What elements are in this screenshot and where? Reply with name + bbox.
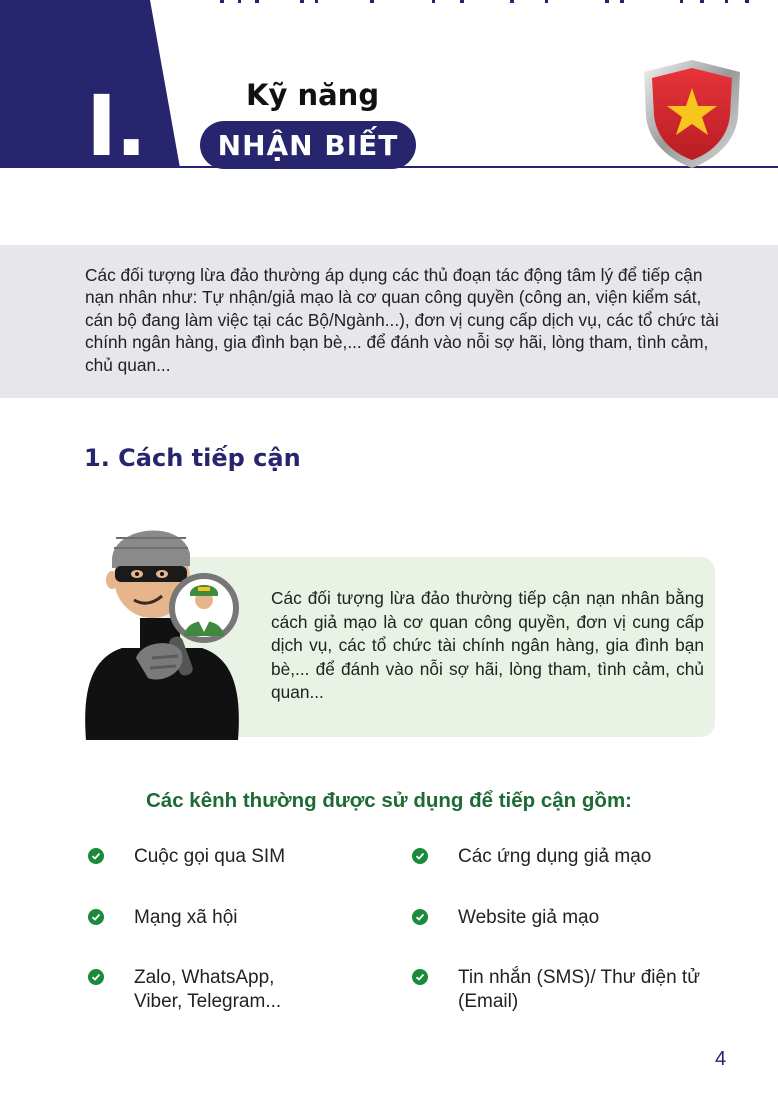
channel-label: Các ứng dụng giả mạo	[458, 846, 652, 867]
scammer-illustration	[82, 508, 250, 740]
shield-star-icon	[640, 58, 744, 170]
title-pill	[200, 121, 416, 169]
info-box-text: Các đối tượng lừa đảo thường tiếp cận nạn nhân bằng cách giả mạo là cơ quan công quyền, đơn vị cung cấp dịch vụ, các tổ chức tài chính ngân hàng, gia đình bạn bè,... để đánh vào nỗi sợ hãi, lòng tham, tình cảm, chủ quan...	[271, 588, 704, 702]
channel-item	[88, 966, 324, 1014]
check-circle-icon	[412, 909, 428, 925]
channel-item	[412, 845, 698, 869]
check-circle-icon	[88, 848, 104, 864]
channel-label: Website giả mạo	[458, 907, 600, 928]
page-title: Kỹ năng	[246, 78, 380, 112]
channels-heading: Các kênh thường được sử dụng để tiếp cận gồm:	[146, 789, 632, 812]
decorative-dots	[210, 0, 770, 6]
channel-label: Mạng xã hội	[134, 907, 238, 928]
channel-item	[88, 906, 374, 930]
page-number: 4	[715, 1048, 727, 1070]
section-number: I.	[86, 77, 146, 175]
channel-item	[412, 906, 698, 930]
check-circle-icon	[88, 969, 104, 985]
check-circle-icon	[412, 848, 428, 864]
channel-label: Cuộc gọi qua SIM	[134, 846, 286, 867]
check-circle-icon	[88, 909, 104, 925]
title-pill-label: NHẬN BIẾT	[217, 128, 399, 162]
section-heading: 1. Cách tiếp cận	[84, 444, 301, 472]
channel-label: Tin nhắn (SMS)/ Thư điện tử (Email)	[458, 967, 700, 1012]
check-circle-icon	[412, 969, 428, 985]
channel-item	[412, 966, 708, 1014]
channel-item	[88, 845, 374, 869]
channel-label: Zalo, WhatsApp, Viber, Telegram...	[134, 967, 282, 1012]
intro-paragraph: Các đối tượng lừa đảo thường áp dụng các thủ đoạn tác động tâm lý để tiếp cận nạn nhân như: Tự nhận/giả mạo là cơ quan công quyền (công an, viện kiểm sát, cán bộ đang làm việc tại các Bộ/Ngành...), đơn vị cung cấp dịch vụ, các tổ chức tài chính ngân hàng, gia đình bạn bè,... để đánh vào nỗi sợ hãi, lòng tham, tình cảm, chủ quan...	[85, 265, 719, 375]
